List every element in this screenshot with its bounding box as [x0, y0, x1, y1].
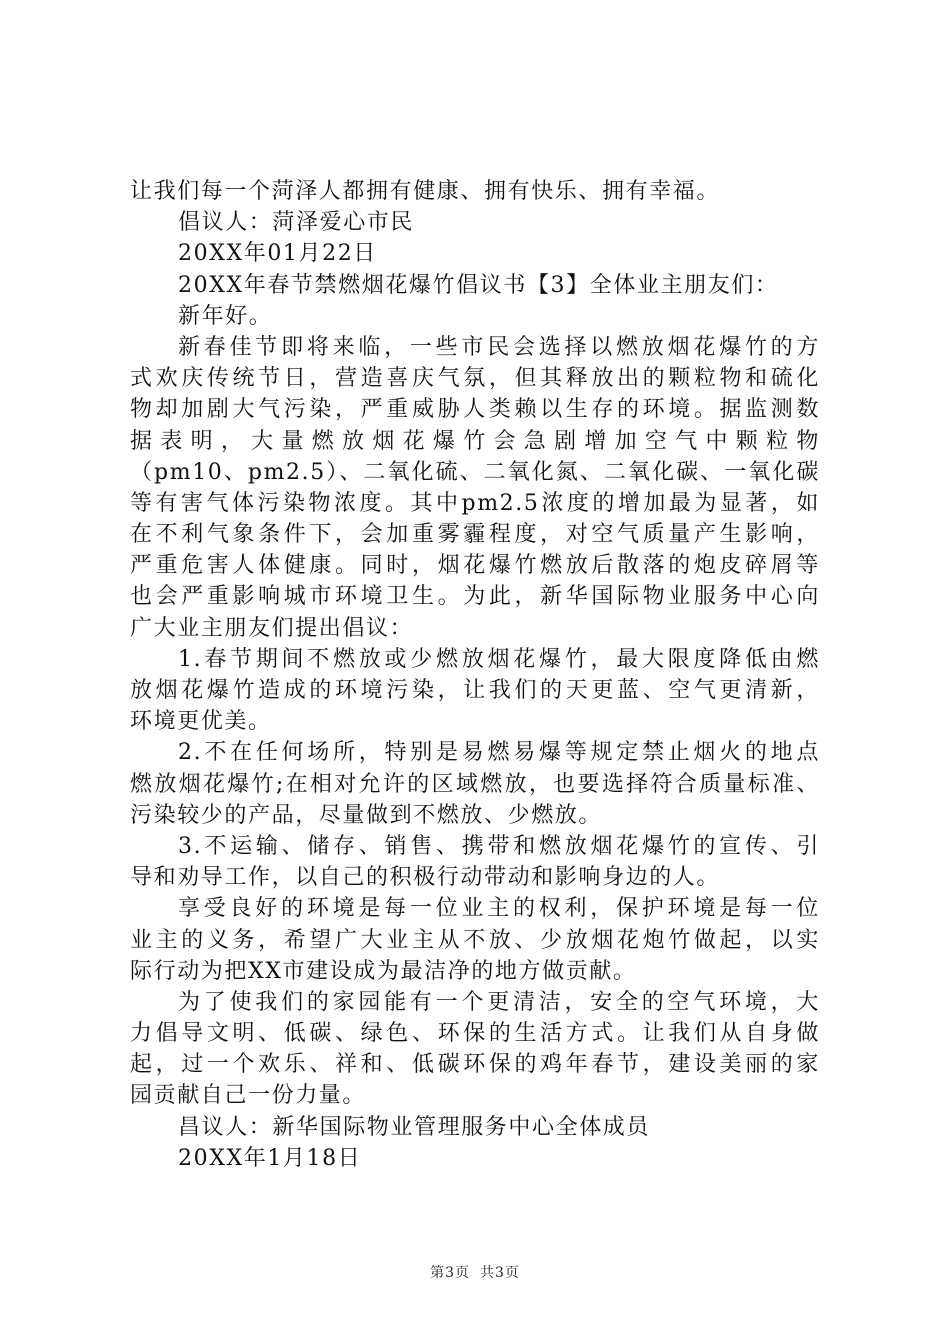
text-line: 际行动为把XX市建设成为最洁净的地方做贡献。 — [130, 958, 637, 984]
text-line: （pm10、pm2.5）、二氧化硫、二氧化氮、二氧化碳、一氧化碳 — [130, 459, 820, 485]
text-line: 享受良好的环境是每一位业主的权利，保护环境是每一位 — [178, 896, 820, 922]
text-line: 1.春节期间不燃放或少燃放烟花爆竹，最大限度降低由燃 — [178, 646, 820, 672]
text-line: 新年好。 — [178, 303, 273, 329]
text-line: 倡议人：菏泽爱心市民 — [178, 210, 415, 236]
text-line: 据表明，大量燃放烟花爆竹会急剧增加空气中颗粒物 — [130, 428, 820, 454]
page-total: 共3页 — [480, 1265, 520, 1281]
text-line: 也会严重影响城市环境卫生。为此，新华国际物业服务中心向 — [130, 584, 820, 610]
text-line: 力倡导文明、低碳、绿色、环保的生活方式。让我们从自身做 — [130, 1021, 820, 1047]
text-line: 为了使我们的家园能有一个更清洁，安全的空气环境，大 — [178, 989, 820, 1015]
text-line: 园贡献自己一份力量。 — [130, 1083, 367, 1109]
text-line: 导和劝导工作，以自己的积极行动带动和影响身边的人。 — [130, 865, 721, 891]
text-line: 在不利气象条件下，会加重雾霾程度，对空气质量产生影响， — [130, 522, 820, 548]
text-line: 式欢庆传统节日，营造喜庆气氛，但其释放出的颗粒物和硫化 — [130, 366, 820, 392]
text-line: 严重危害人体健康。同时，烟花爆竹燃放后散落的炮皮碎屑等 — [130, 553, 820, 579]
page-number: 第3页 — [430, 1265, 470, 1281]
text-line: 放烟花爆竹造成的环境污染，让我们的天更蓝、空气更清新， — [130, 678, 820, 703]
document-body — [130, 176, 820, 1174]
text-line: 20XX年春节禁燃烟花爆竹倡议书【3】全体业主朋友们： — [178, 272, 779, 298]
text-line: 广大业主朋友们提出倡议： — [130, 615, 414, 641]
text-line: 昌议人：新华国际物业管理服务中心全体成员 — [178, 1114, 651, 1140]
text-line: 20XX年01月22日 — [178, 241, 377, 267]
text-line: 业主的义务，希望广大业主从不放、少放烟花炮竹做起，以实 — [130, 927, 820, 953]
text-line: 燃放烟花爆竹;在相对允许的区域燃放，也要选择符合质量标准、 — [130, 771, 820, 797]
text-line: 3.不运输、储存、销售、携带和燃放烟花爆竹的宣传、引 — [178, 833, 820, 859]
text-line: 2.不在任何场所，特别是易燃易爆等规定禁止烟火的地点 — [178, 740, 820, 766]
text-line: 物却加剧大气污染，严重威胁人类赖以生存的环境。据监测数 — [130, 397, 820, 423]
text-line: 污染较少的产品，尽量做到不燃放、少燃放。 — [130, 802, 603, 828]
page-footer — [0, 1262, 950, 1282]
text-line: 让我们每一个菏泽人都拥有健康、拥有快乐、拥有幸福。 — [130, 179, 721, 204]
text-line: 20XX年1月18日 — [178, 1145, 362, 1171]
text-line: 环境更优美。 — [130, 709, 272, 735]
text-line: 起，过一个欢乐、祥和、低碳环保的鸡年春节，建设美丽的家 — [130, 1052, 820, 1078]
text-line: 新春佳节即将来临，一些市民会选择以燃放烟花爆竹的方 — [178, 334, 820, 360]
text-line: 等有害气体污染物浓度。其中pm2.5浓度的增加最为显著，如 — [130, 490, 820, 516]
